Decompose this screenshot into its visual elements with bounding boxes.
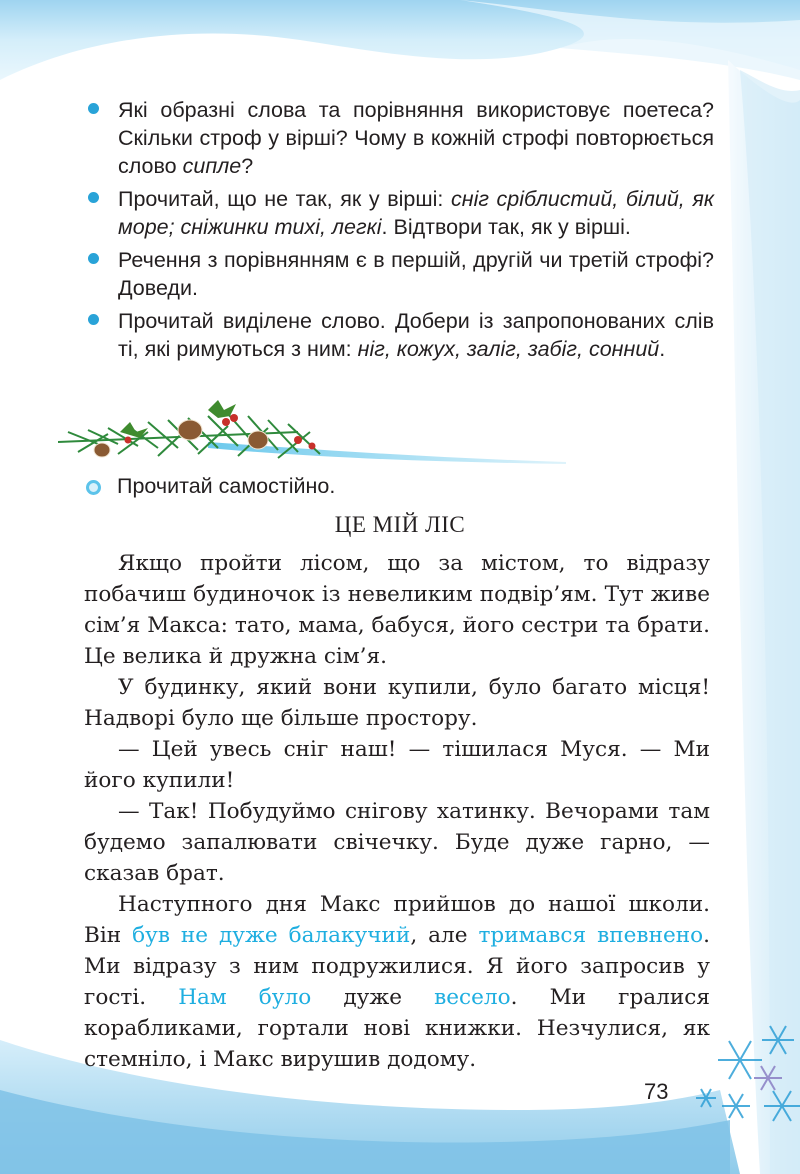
page-number: 73: [644, 1079, 669, 1104]
question-item: [84, 246, 714, 302]
question-list: [84, 96, 714, 368]
story-title: ЦЕ МІЙ ЛІС: [334, 512, 466, 537]
story-paragraph: [84, 672, 710, 734]
question-text: . Відтвори так, як у вірші.: [381, 215, 631, 239]
story-text-run: — Так! Побудуймо снігову хатинку. Вечорами там будемо запалювати свічечку. Буде дуже гарно, — сказав брат.: [84, 799, 710, 886]
story-text-run: дуже: [311, 985, 435, 1010]
bullet-icon: [88, 253, 99, 264]
highlighted-phrase: тримався впевнено: [478, 923, 704, 948]
story-paragraph: [84, 889, 710, 1075]
story-paragraph: [84, 796, 710, 889]
story-text-run: . Ми відразу з ним подружилися. Я його запросив у гості.: [84, 923, 711, 1010]
question-italic-text: сипле: [182, 154, 242, 178]
story-text-run: — Цей увесь сніг наш! — тішилася Муся. — Ми його купили!: [84, 737, 710, 793]
story-text: [84, 548, 710, 1075]
bullet-icon: [88, 103, 99, 114]
story-text-run: . Ми гралися корабликами, гортали нові книжки. Незчулися, як стемніло, і Макс вирушив додому.: [84, 985, 710, 1072]
story-text-run: У будинку, який вони купили, було багато місця! Надворі було ще більше простору.: [84, 675, 710, 731]
highlighted-phrase: був не дуже балакучий: [132, 923, 411, 948]
bullet-icon: [88, 192, 99, 203]
story-text-run: Наступного дня Макс прийшов до нашої школи. Він: [84, 892, 710, 948]
task-label: Прочитай самостійно.: [117, 474, 336, 498]
question-item: [84, 96, 714, 180]
question-item: [84, 307, 714, 363]
bullet-icon: [88, 314, 99, 325]
question-text: .: [659, 337, 666, 361]
question-italic-text: сніг сріблистий, білий, як море; сніжинки тихі, легкі: [118, 187, 714, 239]
fir-garland-decoration: [58, 392, 568, 478]
story-text-run: Якщо пройти лісом, що за містом, то відразу побачиш будиночок із невеликим подвір’ям. Тут живе сім’я Макса: тато, мама, бабуся, його сестри та брати. Це велика й дружна сім’я.: [84, 551, 710, 669]
question-italic-text: ніг, кожух, заліг, забіг, сонний: [357, 337, 660, 361]
story-paragraph: [84, 548, 710, 672]
question-text: ?: [241, 154, 254, 178]
task-instruction: [84, 474, 335, 499]
question-text: Прочитай, що не так, як у вірші:: [118, 187, 451, 211]
highlighted-phrase: Нам було: [178, 985, 312, 1010]
story-text-run: , але: [410, 923, 479, 948]
highlighted-phrase: весело: [434, 985, 511, 1010]
task-marker-icon: [86, 480, 101, 495]
story-paragraph: [84, 734, 710, 796]
question-text: Прочитай виділене слово. Добери із запропонованих слів ті, які римуються з ним:: [118, 309, 714, 361]
question-text: Речення з порівнянням є в першій, другій чи третій строфі? Доведи.: [118, 248, 714, 300]
question-item: [84, 185, 714, 241]
question-text: Які образні слова та порівняння використовує поетеса? Скільки строф у вірші? Чому в кожній строфі повторюється слово: [118, 98, 714, 178]
